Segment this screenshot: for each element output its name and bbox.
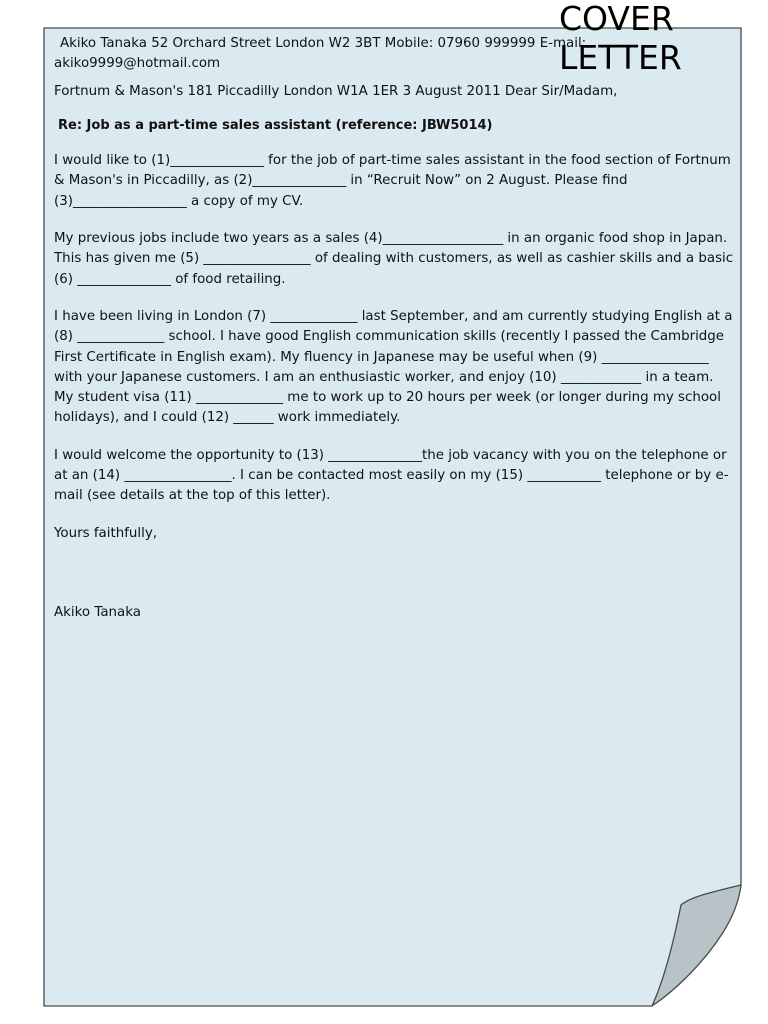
paragraph-2: My previous jobs include two years as a sales (4)__________________ in an organic food shop in Japan. This has given me (5) ________________ of dealing with customers, as well as cashier skills and a basic (6) ______________ of food retailing. — [54, 231, 734, 287]
paragraph-3: I have been living in London (7) _____________ last September, and am currently studying English at a (8) _____________ school. I have good English communication skills (recently I passed the Cambridge First Certificate in English exam). My fluency in Japanese may be useful when (9) ________________ with your Japanese customers. I am an enthusiastic worker, and enjoy (10) ____________ in a team. My student visa (11) _____________ me to work up to 20 hours per week (or longer during my school holidays), and I could (12) ______ work immediately. — [54, 308, 733, 426]
paragraph-4: I would welcome the opportunity to (13) ______________the job vacancy with you on the telephone or at an (14) ________________. I can be contacted most easily on my (15) ___________ telephone or by e-mail (see details at the top of this letter). — [54, 447, 729, 504]
signature: Akiko Tanaka — [54, 604, 141, 620]
letter-body — [54, 34, 734, 623]
sender-email: akiko9999@hotmail.com — [54, 56, 221, 72]
heading-letter: LETTER — [559, 38, 682, 77]
recipient-date-salutation: Fortnum & Mason's 181 Piccadilly London W1A 1ER 3 August 2011 Dear Sir/Madam, — [54, 83, 618, 99]
closing: Yours faithfully, — [54, 525, 158, 541]
heading-cover: COVER — [559, 0, 674, 38]
paragraph-1: I would like to (1)______________ for the job of part-time sales assistant in the food section of Fortnum & Mason's in Piccadilly, as (2)______________ in “Recruit Now” on 2 August. Please find (3)_________________ a copy of my CV. — [54, 153, 731, 209]
sender-address — [54, 34, 734, 75]
subject-line: Re: Job as a part-time sales assistant (reference: JBW5014) — [58, 117, 493, 133]
sender-address-line1: Akiko Tanaka 52 Orchard Street London W2 3BT Mobile: 07960 999999 E-mail: — [60, 36, 587, 51]
